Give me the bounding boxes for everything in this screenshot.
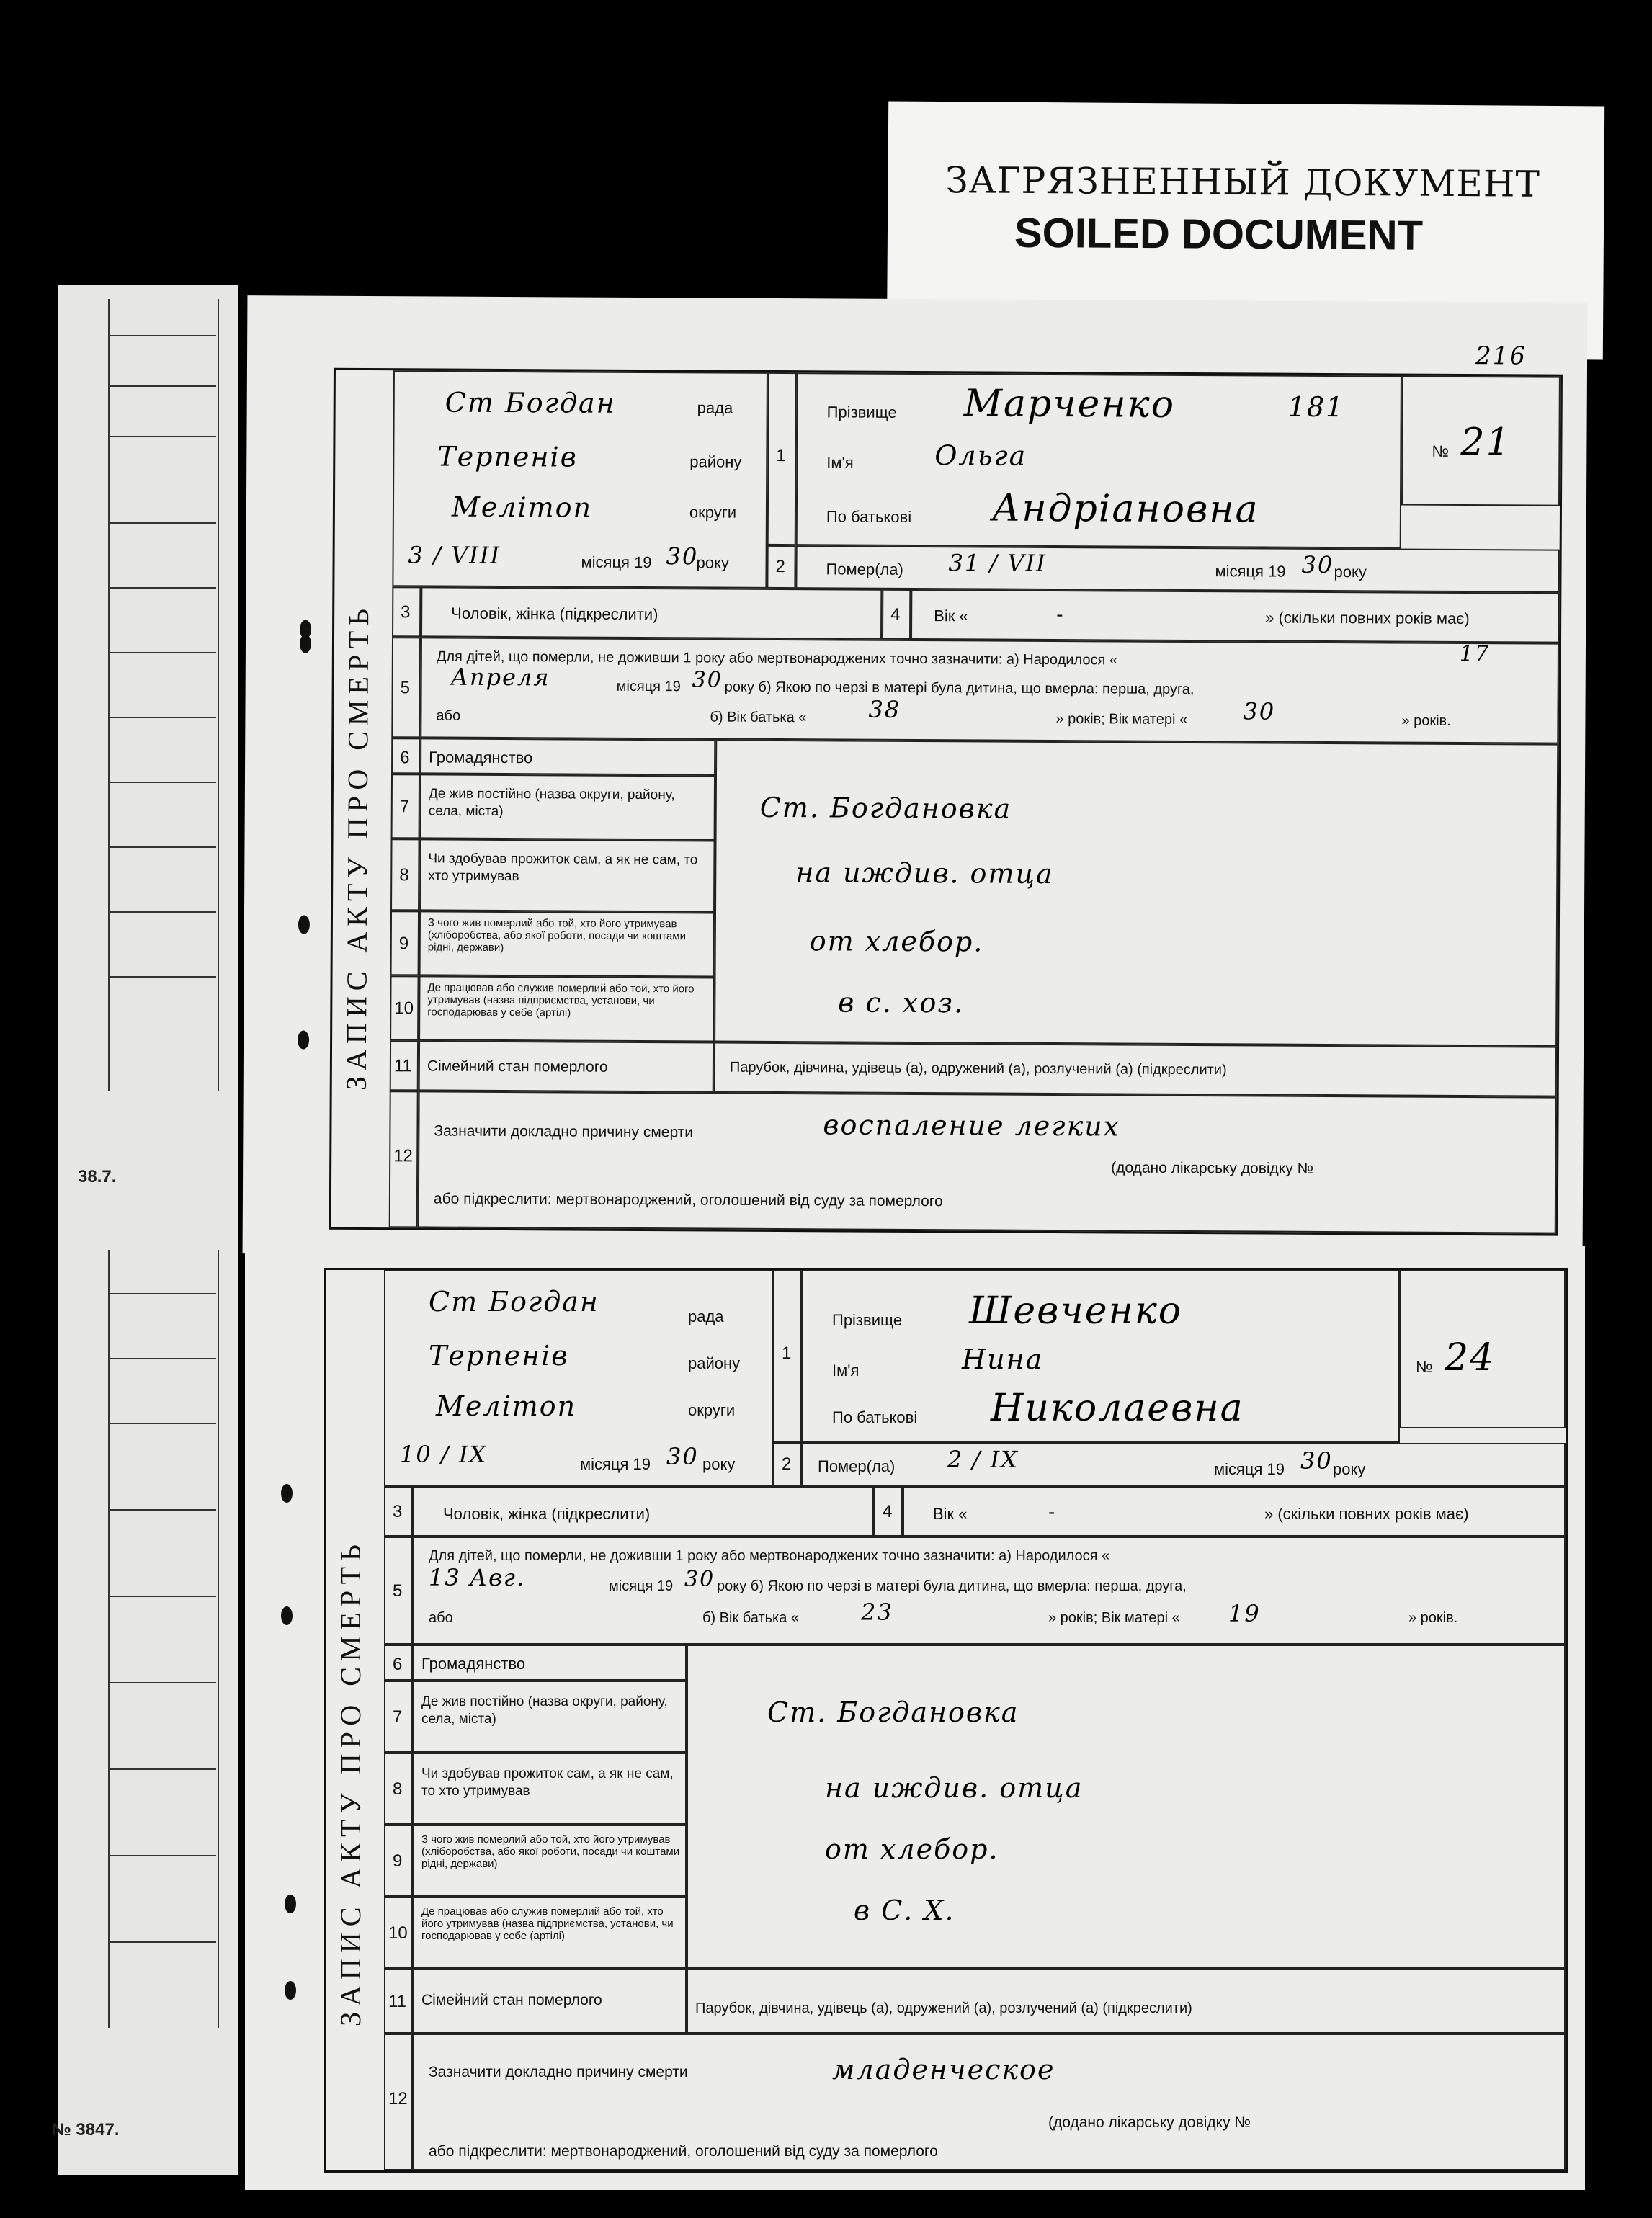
strip-column-top — [108, 299, 219, 1091]
born-month: 13 Авг. — [429, 1564, 526, 1591]
registry-block: Ст Богдан рада Терпенів району Мелітоп округи 10 / IX місяця 19 30 року — [384, 1270, 773, 1486]
died-date: 31 / VII — [948, 549, 1047, 577]
support-value: на иждив. отца — [795, 857, 1054, 890]
soiled-label-english: SOILED DOCUMENT — [1014, 209, 1424, 259]
age-value: - — [1056, 603, 1063, 626]
surname-value: Шевченко — [969, 1289, 1183, 1333]
record-number: 24 — [1445, 1336, 1496, 1379]
strip-number-bottom: № 3847. — [52, 2120, 120, 2139]
record-number: 21 — [1460, 420, 1512, 465]
died-row: Помер(ла) 2 / IX місяця 19 30 року — [802, 1443, 1566, 1486]
rada-value: Ст Богдан — [429, 1286, 599, 1318]
record-number-cell: № 21 216 — [1401, 376, 1561, 506]
registration-year: 30 — [666, 542, 699, 571]
person-block: Прізвище Марченко 181 Ім'я Ольга По батькові Андріановна — [796, 372, 1402, 548]
row-5-infant: Для дітей, що померли, не доживши 1 року або мертвонароджених точно зазначити: а) Народилося « 13 Авг. місяця 19 30 року б) Якою по черзі в матері була дитина, що вмерла: перша, друга, або б) Вік батька « 23 » років; Вік матері « 19 » років. — [413, 1537, 1566, 1645]
died-row: Помер(ла) 31 / VII місяця 19 30 року — [795, 545, 1559, 593]
support-value: на иждив. отца — [825, 1772, 1084, 1804]
cause-value: младенческое — [832, 2054, 1055, 2085]
strip-column-bottom — [108, 1250, 219, 2028]
father-age: 38 — [868, 695, 901, 723]
age-value: - — [1048, 1501, 1055, 1523]
father-age: 23 — [861, 1598, 893, 1626]
work-value: в с. хоз. — [838, 986, 965, 1019]
record-2-form: ЗАПИС АКТУ ПРО СМЕРТЬ Ст Богдан рада Терпенів району Мелітоп округи 10 / IX місяця 19 30 року 1 2 Прізвище Шевченко Ім'я Нина По батькові Николаевна № 24 Помер(ла) 2 / IX місяця 19 30 року 3 Чоловік, жінка (підкреслити) 4 Вік « - » (скільки повних років має) 5 Для дітей, що померли, не доживши 1 року або мертвонароджених точно зазначити: а) Народилося « 13 Авг. місяця 19 30 року б) Якою по черзі в матері була дитина, що вмерла: перша, друга, або б) Вік батька « 23 » років; Вік матері « 19 » років. 6 Громадянство 7 Де жив постійно (назва округи, району, села, міста) 8 Чи здобував прожиток сам, а як не сам, то хто утримував 9 З чого жив померлий або той, хто його утримував (хліборобства, або якої роботи, посади чи коштами рідні, держави) 10 Де працював або служив померлий або той, хто його утримував (назва підприємства, установи, чи господарював у себе (артілі) Ст. Богдановка на иждив. отца от хлебор. в С. Х. 11 Сімейний стан померлого Парубок, дівчина, удівець (а), одружений (а), розлучений (а) (підкреслити) 12 Зазначити докладно причину смерти младенческое (додано лікарську довідку № або підкреслити: мертвонароджений, оголошений від суду за померлого — [324, 1268, 1568, 2173]
left-page-strip — [52, 285, 238, 2175]
rows-6-10-values — [687, 1645, 1566, 1969]
raion-value: Терпенів — [429, 1340, 569, 1372]
name-value: Нина — [962, 1343, 1044, 1375]
side-title: ЗАПИС АКТУ ПРО СМЕРТЬ — [339, 602, 375, 1091]
death-record-card-1 — [243, 295, 1588, 1261]
row-12-cause: Зазначити докладно причину смерти воспаление легких (додано лікарську довідку № або підкреслити: мертвонароджений, оголошений від суду за померлого — [418, 1091, 1557, 1233]
death-record-card-2 — [245, 1246, 1585, 2190]
work-value: в С. Х. — [854, 1895, 955, 1926]
means-value: от хлебор. — [809, 925, 984, 958]
rada-value: Ст Богдан — [445, 386, 616, 419]
record-1-form: ЗАПИС АКТУ ПРО СМЕРТЬ Ст Богдан рада Терпенів району Мелітоп округи 3 / VIII місяця 19 30 року 1 2 Прізвище Марченко 181 Ім'я Ольга По батькові Андріановна № 21 216 Помер(ла) 31 / VII місяця 19 30 року 3 Чоловік, жінка (підкреслити) 4 Вік « - » (скільки повних років має) 5 Для дітей, що померли, не доживши 1 року або мертвонароджених точно зазначити: а) Народилося « 17 Апреля місяця 19 30 року б) Якою по черзі в матері була дитина, що вмерла: перша, друга, або б) Вік батька « 38 » років; Вік матері « 30 » років. 6 Громадянство 7 Де жив постійно (назва округи, району, села, міста) 8 Чи здобував прожиток сам, а як не сам, то хто утримував 9 З чого жив померлий або той, хто його утримував (хліборобства, або якої роботи, посади чи коштами рідні, держави) 10 Де працював або служив померлий або той, хто його утримував (назва підприємства, установи, чи господарював у себе (артілі) Ст. Богдановка на иждив. отца от хлебор. в с. хоз. 11 Сімейний стан померлого Парубок, дівчина, удівець (а), одружений (а), розлучений (а) (підкреслити) 12 Зазначити докладно причину смерти воспаление легких (додано лікарську довідку № або підкреслити: мертвонароджений, оголошений від суду за померлого — [329, 368, 1563, 1236]
person-block: Прізвище Шевченко Ім'я Нина По батькові Николаевна — [802, 1270, 1400, 1443]
row-12-cause: Зазначити докладно причину смерти младенческое (додано лікарську довідку № або підкреслити: мертвонароджений, оголошений від суду за померлого — [413, 2034, 1566, 2170]
surname-mark: 181 — [1287, 390, 1345, 424]
died-year: 30 — [1300, 1447, 1333, 1475]
side-title: ЗАПИС АКТУ ПРО СМЕРТЬ — [334, 1538, 367, 2026]
stamp-number: 216 — [1475, 341, 1527, 371]
okrug-value: Мелітоп — [436, 1390, 577, 1422]
soiled-label-russian: ЗАГРЯЗНЕННЫЙ ДОКУМЕНТ — [945, 159, 1541, 205]
born-day: 17 — [1459, 640, 1491, 667]
surname-value: Марченко — [963, 382, 1176, 426]
means-value: от хлебор. — [825, 1833, 999, 1865]
born-year: 30 — [684, 1567, 715, 1592]
registration-year: 30 — [666, 1443, 699, 1470]
registry-block: Ст Богдан рада Терпенів району Мелітоп округи 3 / VIII місяця 19 30 року — [392, 370, 768, 589]
patronymic-value: Андріановна — [991, 486, 1259, 532]
born-month: Апреля — [450, 663, 550, 692]
strip-number-top: 38.7. — [78, 1167, 117, 1186]
row-5-infant: Для дітей, що померли, не доживши 1 року або мертвонароджених точно зазначити: а) Народилося « 17 Апреля місяця 19 30 року б) Якою по черзі в матері була дитина, що вмерла: перша, друга, або б) Вік батька « 38 » років; Вік матері « 30 » років. — [420, 637, 1559, 743]
died-year: 30 — [1301, 550, 1334, 579]
name-value: Ольга — [934, 439, 1027, 472]
record-number-cell: № 24 — [1400, 1270, 1566, 1428]
died-date: 2 / IX — [947, 1446, 1019, 1473]
okrug-value: Мелітоп — [451, 491, 593, 524]
patronymic-value: Николаевна — [991, 1387, 1244, 1430]
registration-date: 3 / VIII — [408, 541, 501, 569]
mother-age: 30 — [1243, 697, 1276, 725]
residence-value: Ст. Богдановка — [767, 1696, 1019, 1728]
mother-age: 19 — [1228, 1600, 1261, 1627]
raion-value: Терпенів — [437, 440, 578, 473]
residence-value: Ст. Богдановка — [759, 791, 1012, 825]
born-year: 30 — [692, 667, 723, 693]
cause-value: воспаление легких — [823, 1109, 1121, 1142]
registration-date: 10 / IX — [400, 1441, 488, 1468]
rows-6-10-values — [714, 740, 1558, 1047]
